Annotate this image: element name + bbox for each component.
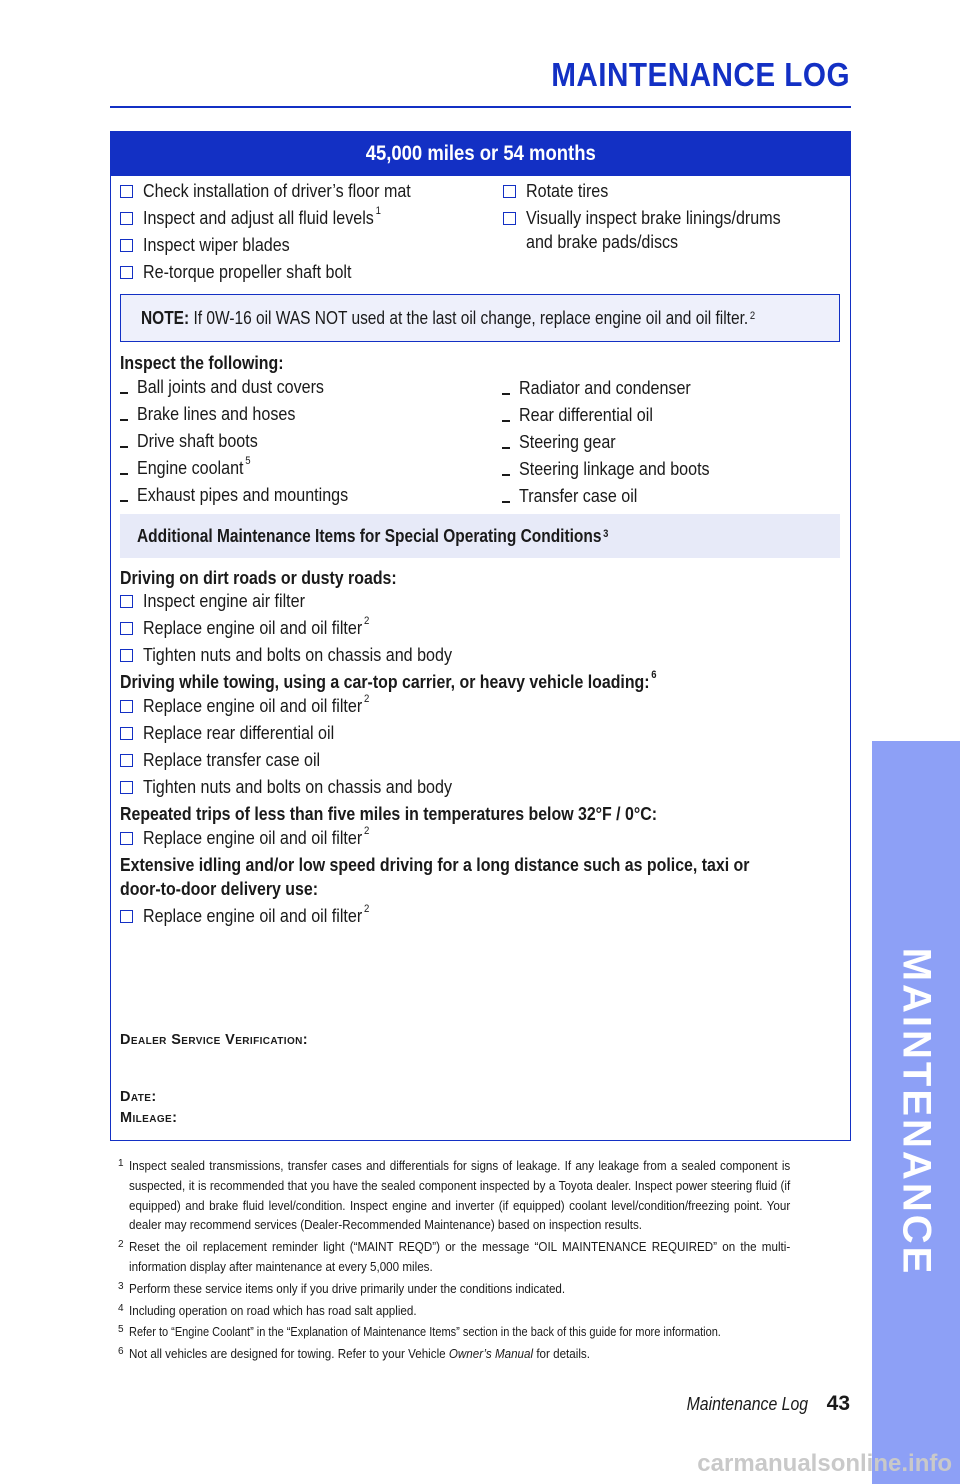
checklist-item xyxy=(120,695,403,717)
checkbox-icon[interactable] xyxy=(120,595,133,608)
footnote-number: 6 xyxy=(118,1346,124,1358)
checklist-item-text: and brake pads/discs xyxy=(526,231,679,252)
footnote-text: Reset the oil replacement reminder light (“MAINT REQD”) or the message “OIL MAINTENANCE REQUIRED” on the multi-information display after maintenance at every 5,000 miles. xyxy=(129,1240,791,1274)
inspect-item-text: Engine coolant xyxy=(137,457,244,478)
footnote xyxy=(118,1280,840,1300)
footnote-number: 5 xyxy=(118,1324,124,1336)
inspect-item xyxy=(502,485,657,507)
dash-icon xyxy=(502,420,510,422)
checklist-item xyxy=(503,207,821,229)
page-number: 43 xyxy=(826,1392,850,1415)
checkbox-icon[interactable] xyxy=(120,910,133,923)
checklist-item-text: Visually inspect brake linings/drums xyxy=(526,207,781,228)
condition-heading-continued: door-to-door delivery use: xyxy=(120,878,319,899)
footnote xyxy=(118,1302,840,1322)
side-tab[interactable] xyxy=(872,741,960,1484)
inspect-item-text: Rear differential oil xyxy=(519,404,653,425)
footnote-ref: 6 xyxy=(651,669,657,681)
checklist-item xyxy=(120,180,453,202)
inspect-item-text: Radiator and condenser xyxy=(519,377,691,398)
checkbox-icon[interactable] xyxy=(120,622,133,635)
footnote xyxy=(118,1238,840,1278)
inspect-item xyxy=(120,376,354,398)
checklist-item-continued xyxy=(526,231,701,253)
side-tab-label: MAINTENANCE xyxy=(894,947,939,1277)
checklist-item-text: Replace transfer case oil xyxy=(143,749,321,770)
checkbox-icon[interactable] xyxy=(120,266,133,279)
checkbox-icon[interactable] xyxy=(503,212,516,225)
footnote-ref: 1 xyxy=(375,205,381,217)
inspect-item xyxy=(120,484,382,506)
checklist-item-text: Re-torque propeller shaft bolt xyxy=(143,261,352,282)
checkbox-icon[interactable] xyxy=(120,700,133,713)
checkbox-icon[interactable] xyxy=(120,212,133,225)
dash-icon xyxy=(502,393,510,395)
condition-heading: Driving while towing, using a car-top carrier, or heavy vehicle loading: $^6$ xyxy=(120,669,657,692)
checklist-item-text: Inspect and adjust all fluid levels xyxy=(143,207,374,228)
dash-icon xyxy=(502,447,510,449)
checklist-item-text: Check installation of driver’s floor mat xyxy=(143,180,411,201)
dash-icon xyxy=(120,500,128,502)
footnote-ref: 2 xyxy=(363,693,370,705)
footnote-text: Inspect sealed transmissions, transfer cases and differentials for signs of leakage. If any leakage from a sealed component is suspected, it is recommended that you have the sealed component inspected by a Toyota dealer. Inspect power steering fluid (if equipped) and brake fluid level/condition. Inspect engine and inverter (if equipped) coolant level/condition/freezing point. Your dealer may recommend services (Dealer-Recommended Maintenance) based on inspection results. xyxy=(129,1159,791,1233)
checkbox-icon[interactable] xyxy=(120,727,133,740)
footnote xyxy=(118,1323,840,1343)
footnote-ref: 2 xyxy=(363,903,370,915)
checklist-item xyxy=(120,617,403,639)
inspect-item-text: Transfer case oil xyxy=(519,485,638,506)
checklist-item-text: Replace engine oil and oil filter xyxy=(143,905,363,926)
inspect-item-text: Exhaust pipes and mountings xyxy=(137,484,349,505)
condition-heading: Driving on dirt roads or dusty roads: xyxy=(120,567,397,588)
inspect-item-text: Drive shaft boots xyxy=(137,430,258,451)
dash-icon xyxy=(120,392,128,394)
inspect-heading: Inspect the following: xyxy=(120,352,284,373)
footnote-ref: 2 xyxy=(363,615,370,627)
footnotes xyxy=(118,1157,840,1367)
inspect-item xyxy=(502,404,675,426)
checklist-item xyxy=(120,905,403,927)
special-conditions-band xyxy=(120,514,840,558)
condition-heading: Extensive idling and/or low speed driving for a long distance such as police, taxi or xyxy=(120,854,750,875)
checklist-item xyxy=(120,590,331,612)
inspect-item xyxy=(502,377,718,399)
footnote xyxy=(118,1345,840,1365)
footnote-text: Perform these service items only if you drive primarily under the conditions indicated. xyxy=(129,1281,566,1296)
footnote-number: 1 xyxy=(118,1158,124,1169)
footer-section-label: Maintenance Log xyxy=(686,1394,808,1414)
inspect-item-text: Steering gear xyxy=(519,431,616,452)
interval-header xyxy=(111,132,850,176)
dash-icon xyxy=(502,474,510,476)
interval-label: 45,000 miles or 54 months xyxy=(365,142,596,165)
checklist-item-text: Rotate tires xyxy=(526,180,609,201)
checklist-item xyxy=(120,749,349,771)
checkbox-icon[interactable] xyxy=(120,185,133,198)
checklist-item xyxy=(120,234,314,256)
checklist-item-text: Replace engine oil and oil filter xyxy=(143,695,363,716)
checkbox-icon[interactable] xyxy=(120,781,133,794)
page-title: MAINTENANCE LOG xyxy=(551,56,850,93)
dealer-verification-label: Dealer Service Verification: xyxy=(120,1032,308,1048)
maintenance-log-box xyxy=(110,131,851,1141)
watermark: carmanualsonline.info xyxy=(697,1450,952,1477)
date-label: Date: xyxy=(120,1089,157,1105)
note-box xyxy=(120,294,840,342)
footnote-text: Refer to “Engine Coolant” in the “Explanation of Maintenance Items” section in the back of this guide for more information. xyxy=(129,1325,721,1340)
inspect-item xyxy=(120,403,321,425)
checklist-item xyxy=(120,776,500,798)
checklist-item-text: Replace engine oil and oil filter xyxy=(143,617,363,638)
footnote-number: 3 xyxy=(118,1280,124,1292)
inspect-item xyxy=(502,431,632,453)
footnote-text: Including operation on road which has road salt applied. xyxy=(129,1303,417,1318)
checklist-item-text: Inspect engine air filter xyxy=(143,590,305,611)
footnote-number: 2 xyxy=(118,1239,124,1251)
inspect-item xyxy=(120,430,278,452)
inspect-item-text: Ball joints and dust covers xyxy=(137,376,324,397)
dash-icon xyxy=(120,419,128,421)
inspect-item xyxy=(120,457,268,479)
checklist-item xyxy=(120,722,365,744)
footnote-text: Not all vehicles are designed for towing. Refer to your Vehicle xyxy=(129,1347,449,1362)
footnote-number: 4 xyxy=(118,1302,124,1314)
footnote xyxy=(118,1157,840,1236)
title-divider xyxy=(110,106,851,108)
checkbox-icon[interactable] xyxy=(120,239,133,252)
inspect-item xyxy=(502,458,740,480)
inspect-item-text: Brake lines and hoses xyxy=(137,403,296,424)
checklist-item xyxy=(120,261,385,283)
checklist-item-text: Inspect wiper blades xyxy=(143,234,290,255)
checklist-item xyxy=(503,180,623,202)
dash-icon xyxy=(120,473,128,475)
footnote-ref: 2 xyxy=(749,310,756,322)
checklist-item xyxy=(120,644,500,666)
note-text: If 0W-16 oil WAS NOT used at the last oil change, replace engine oil and oil filter. xyxy=(193,308,749,328)
checkbox-icon[interactable] xyxy=(120,832,133,845)
owners-manual-title: Owner’s Manual xyxy=(448,1347,534,1362)
footnote-ref: 5 xyxy=(245,455,251,467)
checklist-item xyxy=(120,827,403,849)
condition-heading: Repeated trips of less than five miles in temperatures below 32°F / 0°C: xyxy=(120,803,658,824)
checkbox-icon[interactable] xyxy=(503,185,516,198)
checklist-item xyxy=(120,207,416,229)
checkbox-icon[interactable] xyxy=(120,649,133,662)
note-label: NOTE: xyxy=(141,308,190,328)
checklist-item-text: Tighten nuts and bolts on chassis and body xyxy=(143,644,452,665)
checklist-item-text: Tighten nuts and bolts on chassis and body xyxy=(143,776,452,797)
footnote-text: for details. xyxy=(533,1347,590,1362)
inspect-item-text: Steering linkage and boots xyxy=(519,458,710,479)
footnote-ref: 3 xyxy=(603,528,609,540)
dash-icon xyxy=(120,446,128,448)
dash-icon xyxy=(502,501,510,503)
mileage-label: Mileage: xyxy=(120,1110,178,1126)
checkbox-icon[interactable] xyxy=(120,754,133,767)
special-conditions-heading: Additional Maintenance Items for Special Operating Conditions xyxy=(137,526,602,546)
footnote-ref: 2 xyxy=(363,825,370,837)
checklist-item-text: Replace engine oil and oil filter xyxy=(143,827,363,848)
checklist-item-text: Replace rear differential oil xyxy=(143,722,335,743)
